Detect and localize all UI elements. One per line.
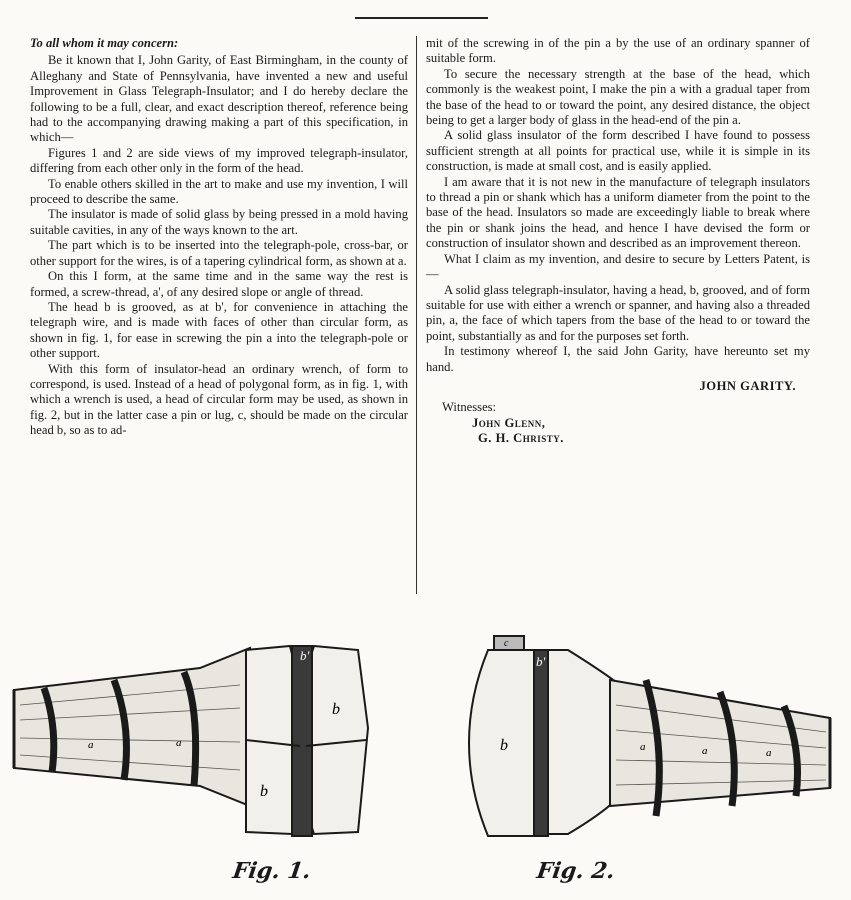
top-rule [355, 17, 488, 19]
paragraph: What I claim as my invention, and desire to secure by Letters Patent, is— [426, 251, 810, 282]
paragraph: With this form of insulator-head an ordinary wrench, of form to correspond, is used. Instead of a head of polygonal form, as in fig. 1, with which a wrench is used, a head of circular form may be used, as shown in fig. 2, but in the latter case a pin or lug, c, should be made on the circular head b, so as to ad- [30, 361, 408, 438]
fig2-label-a: a [640, 741, 646, 753]
figures [0, 610, 851, 900]
paragraph: The insulator is made of solid glass by being pressed in a mold having suitable cavities, in any of the ways known to the art. [30, 207, 408, 237]
fig1-label-a: a [88, 739, 94, 751]
paragraph: I am aware that it is not new in the manufacture of telegraph insulators to thread a pin or shank which has a uniform diameter from the point to the base of the head. Insulators so made are exceedingly liable to break where the pin or shank joins the head, and hence I have devised the form or construction of insulator shown and described as an improvement thereon. [426, 174, 810, 251]
fig2-label-b-prime: b' [536, 654, 546, 669]
salutation: To all whom it may concern: [30, 36, 179, 50]
fig1-label-b-prime: b' [300, 648, 310, 663]
paragraph: On this I form, at the same time and in the same way the rest is formed, a screw-thread, a', of any desired slope or angle of thread. [30, 269, 408, 299]
paragraph: The head b is grooved, as at b', for convenience in attaching the telegraph wire, and is made with faces of other than circular form, as shown in fig. 1, for ease in screwing the pin a into the telegraph-pole or other support. [30, 299, 408, 361]
fig2-label-a: a [766, 747, 772, 759]
column-divider [416, 36, 417, 594]
fig2-label-b: b [500, 737, 508, 754]
fig1-label-a: a [176, 737, 182, 749]
paragraph: To secure the necessary strength at the base of the head, which commonly is the weakest point, I make the pin a with a gradual taper from the base of the head to or toward the point, any desired distance, the object being to get a larger body of glass in the head-end of the pin a. [426, 66, 810, 128]
fig2-label-a: a [702, 745, 708, 757]
figure-2-caption: Fig. 2. [535, 858, 617, 884]
paragraph: A solid glass insulator of the form described I have found to possess sufficient strength at all points for practical use, while it is simple in its construction, is made at small cost, and is easily applied. [426, 128, 810, 174]
fig2-label-c: c [504, 638, 509, 649]
left-column [30, 36, 408, 439]
signature: JOHN GARITY. [699, 378, 796, 393]
fig1-label-b: b [332, 701, 340, 718]
paragraph-continued: mit of the screwing in of the pin a by the use of an ordinary spanner of suitable form. [426, 36, 810, 66]
paragraph: A solid glass telegraph-insulator, having a head, b, grooved, and of form suitable for use with either a wrench or spanner, and having also a threaded pin, a, the face of which tapers from the base of the head to or toward the point, substantially as and for the purposes set forth. [426, 282, 810, 343]
witness-name: John Glenn, [472, 415, 546, 430]
right-column [426, 36, 810, 447]
paragraph: Be it known that I, John Garity, of East Birmingham, in the county of Alleghany and State of Pennsylvania, have invented a new and useful Improvement in Glass Telegraph-Insulator; and I do hereby declare the following to be a full, clear, and exact description thereof, reference being had to the accompanying drawing making a part of this specification, in which— [30, 53, 408, 145]
paragraph: To enable others skilled in the art to make and use my invention, I will proceed to describe the same. [30, 176, 408, 207]
figure-1-caption: Fig. 1. [231, 858, 313, 884]
figure-1-drawing [0, 610, 420, 850]
witness-name: G. H. Christy. [478, 431, 564, 446]
paragraph: The part which is to be inserted into the telegraph-pole, cross-bar, or other support for the wires, is of a tapering cylindrical form, as shown at a. [30, 238, 408, 268]
paragraph: Figures 1 and 2 are side views of my improved telegraph-insulator, differing from each other only in the form of the head. [30, 145, 408, 176]
fig1-label-b: b [260, 783, 268, 800]
witnesses-label: Witnesses: [442, 400, 497, 415]
paragraph: In testimony whereof I, the said John Garity, have hereunto set my hand. [426, 344, 810, 374]
figure-2-drawing [440, 610, 851, 850]
